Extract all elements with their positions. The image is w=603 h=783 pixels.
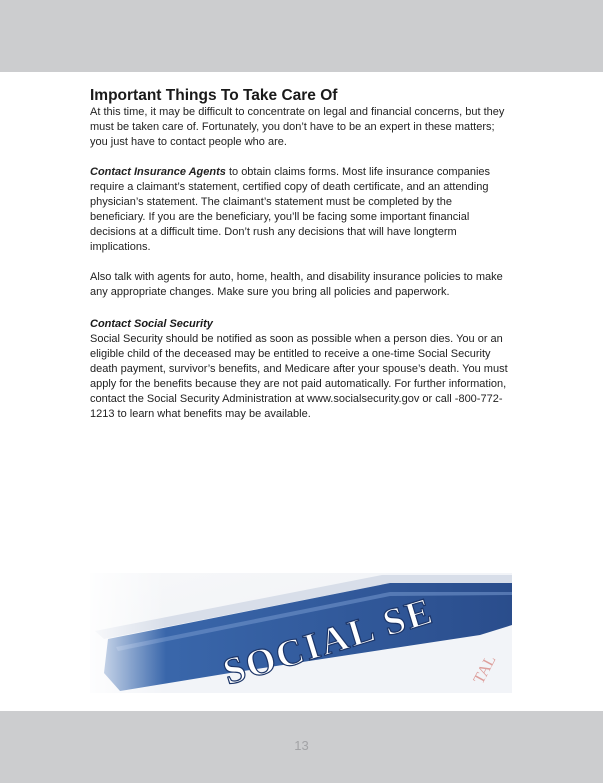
header-band bbox=[0, 0, 603, 72]
agents-paragraph: Also talk with agents for auto, home, health, and disability insurance policies to make any appropriate changes. Make sure you bring all policies and paperwork. bbox=[90, 271, 503, 298]
insurance-paragraph bbox=[90, 165, 510, 255]
page-number: 13 bbox=[294, 738, 309, 753]
spacer bbox=[90, 300, 510, 317]
page-heading: Important Things To Take Care Of bbox=[90, 87, 338, 104]
spacer bbox=[90, 150, 510, 165]
social-security-paragraph: Social Security should be notified as soon as possible when a person dies. You or an eligible child of the deceased may be entitled to receive a one-time Social Security death payment, survivor’s benefits, and Medicare after your spouse’s death. You must apply for the benefits because they are not paid automatically. For further information, contact the Social Security Administration at www.socialsecurity.gov or call -800-772-1213 to learn what benefits may be available. bbox=[90, 333, 508, 420]
social-security-card-image bbox=[90, 573, 512, 693]
insurance-lead: Contact Insurance Agents bbox=[90, 166, 226, 178]
social-security-card-photo bbox=[90, 573, 512, 693]
intro-paragraph: At this time, it may be difficult to concentrate on legal and financial concerns, but they must be taken care of. Fortunately, you don’t have to be an expert in these matters; you just have to contact people who are. bbox=[90, 106, 505, 148]
social-security-heading: Contact Social Security bbox=[90, 318, 213, 330]
main-content bbox=[90, 86, 510, 422]
spacer bbox=[90, 255, 510, 270]
insurance-body: to obtain claims forms. Most life insurance companies require a claimant’s statement, certified copy of death certificate, and an attending physician’s statement. The claimant’s statement must be completed by the beneficiary. If you are the beneficiary, you’ll be facing some important financial decisions at a difficult time. Don’t rush any decisions that will have longterm implications. bbox=[90, 166, 491, 253]
